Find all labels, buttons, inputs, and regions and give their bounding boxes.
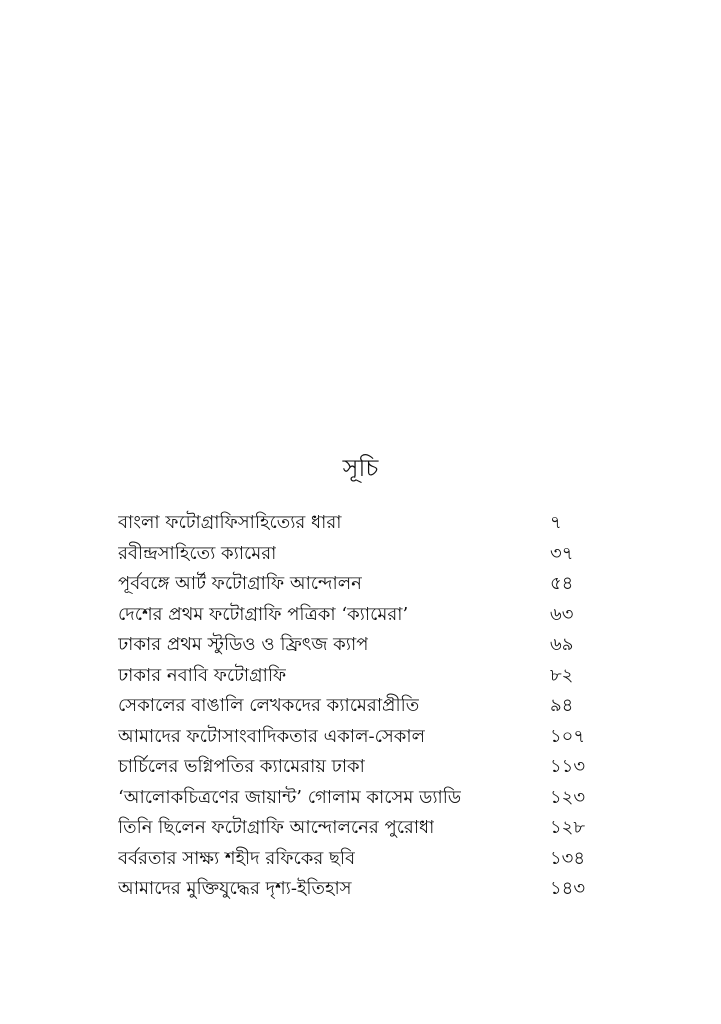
toc-entry-page: ৫৪ [550, 573, 574, 594]
toc-entry-title: ঢাকার প্রথম স্টুডিও ও ফ্রিৎজ ক্যাপ [118, 634, 369, 655]
toc-entry [118, 569, 610, 600]
toc-entry-title: আমাদের মুক্তিযুদ্ধের দৃশ্য-ইতিহাস [118, 878, 352, 899]
toc-entry-page: ৮২ [550, 664, 574, 686]
toc-entry [118, 661, 610, 692]
toc-entry-title: পূর্ববঙ্গে আর্ট ফটোগ্রাফি আন্দোলন [118, 573, 362, 594]
toc-entry-page: ৯৪ [550, 695, 574, 716]
toc-entry-page: ৬৩ [550, 603, 574, 625]
toc-entry [118, 752, 610, 783]
toc-entry-title: দেশের প্রথম ফটোগ্রাফি পত্রিকা ‘ক্যামেরা’ [118, 603, 409, 625]
toc-entry-page: ৭ [550, 512, 562, 533]
toc-entry-page: ১০৭ [550, 725, 586, 747]
toc-entry-page: ১২৩ [550, 786, 586, 808]
toc-entry-page: ১২৮ [550, 817, 586, 838]
toc-entry-page: ১১৩ [550, 756, 586, 777]
toc-entry [118, 722, 610, 753]
toc-entry-title: বর্বরতার সাক্ষ্য শহীদ রফিকের ছবি [118, 847, 356, 869]
toc-entry-title: তিনি ছিলেন ফটোগ্রাফি আন্দোলনের পুরোধা [118, 817, 435, 838]
toc-entry [118, 600, 610, 631]
toc-heading: সূচি [342, 454, 379, 482]
toc-entry-page: ১৪৩ [550, 878, 586, 899]
toc-entry [118, 508, 610, 539]
toc-entry [118, 874, 610, 905]
toc-list [118, 508, 610, 905]
toc-entry-title: বাংলা ফটোগ্রাফিসাহিত্যের ধারা [118, 512, 342, 533]
toc-entry-title: ‘আলোকচিত্রণের জায়ান্ট’ গোলাম কাসেম ড্যাডি [118, 786, 462, 808]
toc-entry-page: ৬৯ [550, 634, 574, 655]
toc-entry-title: চার্চিলের ভগ্নিপতির ক্যামেরায় ঢাকা [118, 756, 365, 777]
toc-entry-page: ১৩৪ [550, 847, 586, 869]
toc-entry [118, 630, 610, 661]
toc-entry-title: রবীন্দ্রসাহিত্যে ক্যামেরা [118, 542, 277, 564]
toc-entry-title: আমাদের ফটোসাংবাদিকতার একাল-সেকাল [118, 725, 425, 747]
toc-entry-page: ৩৭ [550, 542, 574, 564]
toc-entry [118, 691, 610, 722]
toc-entry-title: ঢাকার নবাবি ফটোগ্রাফি [118, 664, 287, 686]
toc-entry [118, 539, 610, 570]
toc-entry [118, 813, 610, 844]
toc-entry-title: সেকালের বাঙালি লেখকদের ক্যামেরাপ্রীতি [118, 695, 420, 716]
toc-entry [118, 844, 610, 875]
toc-entry [118, 783, 610, 814]
